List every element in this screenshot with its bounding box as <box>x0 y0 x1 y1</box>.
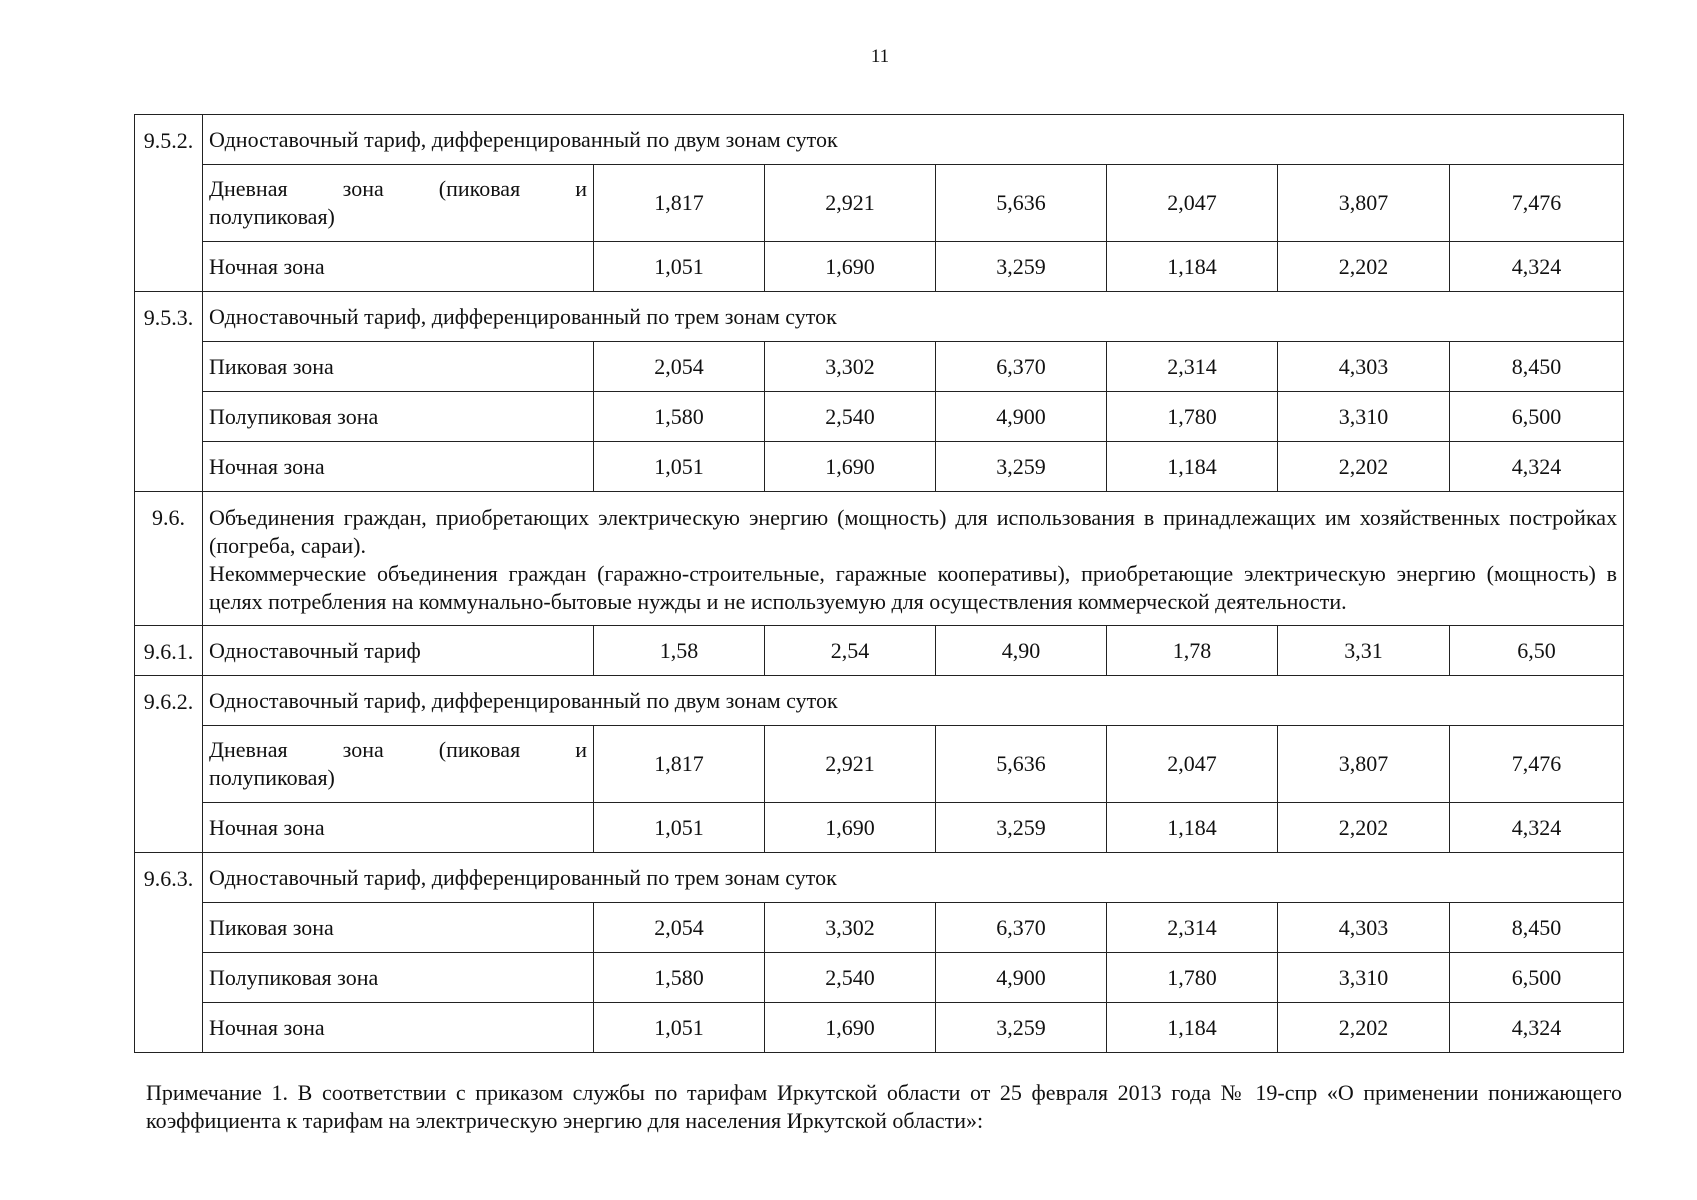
tariff-value: 3,259 <box>936 442 1107 492</box>
description-paragraph: Объединения граждан, приобретающих электрическую энергию (мощность) для использования в принадлежащих им хозяйственных постройках (погреба, сараи). <box>209 504 1618 558</box>
tariff-value: 1,58 <box>594 626 765 676</box>
tariff-value: 2,054 <box>594 342 765 392</box>
table-row <box>135 165 1624 242</box>
section-header-row <box>135 492 1624 626</box>
section-header-row <box>135 853 1624 903</box>
tariff-value: 1,690 <box>765 1003 936 1053</box>
tariff-value: 6,50 <box>1450 626 1624 676</box>
section-description <box>203 492 1624 626</box>
tariff-value: 2,202 <box>1278 442 1450 492</box>
tariff-value: 8,450 <box>1450 903 1624 953</box>
table-row <box>135 442 1624 492</box>
description-paragraph: Некоммерческие объединения граждан (гаражно-строительные, гаражные кооперативы), приобретающие электрическую энергию (мощность) в целях потребления на коммунально-бытовые нужды и не используемую для осуществления коммерческой деятельности. <box>209 560 1618 614</box>
row-label: Полупиковая зона <box>203 392 594 442</box>
row-label-line: Дневная зона (пиковая и <box>209 737 587 762</box>
tariff-table <box>134 114 1624 1053</box>
tariff-value: 1,78 <box>1107 626 1278 676</box>
table-row <box>135 726 1624 803</box>
tariff-value: 1,780 <box>1107 392 1278 442</box>
tariff-value: 1,690 <box>765 803 936 853</box>
tariff-value: 2,921 <box>765 165 936 242</box>
tariff-value: 1,690 <box>765 442 936 492</box>
tariff-value: 6,500 <box>1450 392 1624 442</box>
table-row <box>135 342 1624 392</box>
tariff-value: 8,450 <box>1450 342 1624 392</box>
tariff-value: 4,324 <box>1450 1003 1624 1053</box>
table-row <box>135 953 1624 1003</box>
section-header-row <box>135 115 1624 165</box>
tariff-value: 1,051 <box>594 242 765 292</box>
tariff-value: 1,580 <box>594 392 765 442</box>
tariff-value: 3,259 <box>936 242 1107 292</box>
tariff-value: 2,202 <box>1278 242 1450 292</box>
tariff-value: 4,90 <box>936 626 1107 676</box>
row-label: Ночная зона <box>203 1003 594 1053</box>
section-number: 9.6. <box>135 492 203 626</box>
row-label: Одноставочный тариф <box>203 626 594 676</box>
tariff-value: 7,476 <box>1450 165 1624 242</box>
row-label: Пиковая зона <box>203 342 594 392</box>
tariff-value: 2,314 <box>1107 903 1278 953</box>
tariff-value: 4,303 <box>1278 342 1450 392</box>
section-title: Одноставочный тариф, дифференцированный по трем зонам суток <box>203 292 1624 342</box>
tariff-value: 5,636 <box>936 726 1107 803</box>
tariff-value: 1,184 <box>1107 1003 1278 1053</box>
tariff-value: 3,310 <box>1278 953 1450 1003</box>
section-title: Одноставочный тариф, дифференцированный по трем зонам суток <box>203 853 1624 903</box>
tariff-value: 1,184 <box>1107 242 1278 292</box>
tariff-value: 1,051 <box>594 442 765 492</box>
section-number: 9.6.1. <box>135 626 203 676</box>
tariff-value: 4,900 <box>936 953 1107 1003</box>
table-row <box>135 903 1624 953</box>
row-label: Ночная зона <box>203 242 594 292</box>
tariff-value: 4,324 <box>1450 242 1624 292</box>
row-label: Пиковая зона <box>203 903 594 953</box>
tariff-value: 1,184 <box>1107 442 1278 492</box>
tariff-value: 2,047 <box>1107 726 1278 803</box>
section-number: 9.6.2. <box>135 676 203 853</box>
row-label: Полупиковая зона <box>203 953 594 1003</box>
row-label-line: полупиковая) <box>209 765 335 790</box>
tariff-value: 3,259 <box>936 803 1107 853</box>
table-row <box>135 626 1624 676</box>
section-number: 9.5.2. <box>135 115 203 292</box>
tariff-value: 2,202 <box>1278 803 1450 853</box>
tariff-value: 1,817 <box>594 726 765 803</box>
tariff-value: 3,259 <box>936 1003 1107 1053</box>
tariff-value: 7,476 <box>1450 726 1624 803</box>
section-title: Одноставочный тариф, дифференцированный по двум зонам суток <box>203 115 1624 165</box>
tariff-value: 1,580 <box>594 953 765 1003</box>
table-row <box>135 803 1624 853</box>
tariff-value: 5,636 <box>936 165 1107 242</box>
tariff-value: 3,807 <box>1278 165 1450 242</box>
tariff-value: 3,31 <box>1278 626 1450 676</box>
tariff-value: 4,900 <box>936 392 1107 442</box>
tariff-value: 6,500 <box>1450 953 1624 1003</box>
tariff-value: 3,302 <box>765 342 936 392</box>
tariff-value: 2,54 <box>765 626 936 676</box>
row-label-line: полупиковая) <box>209 204 335 229</box>
section-number: 9.6.3. <box>135 853 203 1053</box>
row-label-line: Дневная зона (пиковая и <box>209 176 587 201</box>
tariff-value: 1,817 <box>594 165 765 242</box>
tariff-value: 2,540 <box>765 392 936 442</box>
tariff-value: 6,370 <box>936 342 1107 392</box>
tariff-value: 3,310 <box>1278 392 1450 442</box>
tariff-value: 2,540 <box>765 953 936 1003</box>
tariff-value: 6,370 <box>936 903 1107 953</box>
tariff-value: 2,314 <box>1107 342 1278 392</box>
footnote: Примечание 1. В соответствии с приказом службы по тарифам Иркутской области от 25 февраля 2013 года № 19-спр «О применении понижающего коэффициента к тарифам на электрическую энергию для населения Иркутской области»: <box>146 1080 1622 1133</box>
row-label: Ночная зона <box>203 803 594 853</box>
tariff-table-body <box>135 115 1624 1053</box>
row-label <box>203 165 594 242</box>
tariff-value: 2,202 <box>1278 1003 1450 1053</box>
table-row <box>135 392 1624 442</box>
section-title: Одноставочный тариф, дифференцированный по двум зонам суток <box>203 676 1624 726</box>
tariff-value: 1,690 <box>765 242 936 292</box>
row-label: Ночная зона <box>203 442 594 492</box>
section-header-row <box>135 292 1624 342</box>
tariff-value: 1,780 <box>1107 953 1278 1003</box>
tariff-value: 1,051 <box>594 803 765 853</box>
tariff-value: 4,303 <box>1278 903 1450 953</box>
tariff-value: 1,184 <box>1107 803 1278 853</box>
tariff-value: 4,324 <box>1450 442 1624 492</box>
tariff-value: 3,807 <box>1278 726 1450 803</box>
tariff-value: 2,047 <box>1107 165 1278 242</box>
tariff-value: 4,324 <box>1450 803 1624 853</box>
row-label <box>203 726 594 803</box>
tariff-value: 2,054 <box>594 903 765 953</box>
section-header-row <box>135 676 1624 726</box>
tariff-value: 3,302 <box>765 903 936 953</box>
tariff-value: 1,051 <box>594 1003 765 1053</box>
table-row <box>135 242 1624 292</box>
section-number: 9.5.3. <box>135 292 203 492</box>
page-number: 11 <box>870 46 890 67</box>
tariff-value: 2,921 <box>765 726 936 803</box>
table-row <box>135 1003 1624 1053</box>
